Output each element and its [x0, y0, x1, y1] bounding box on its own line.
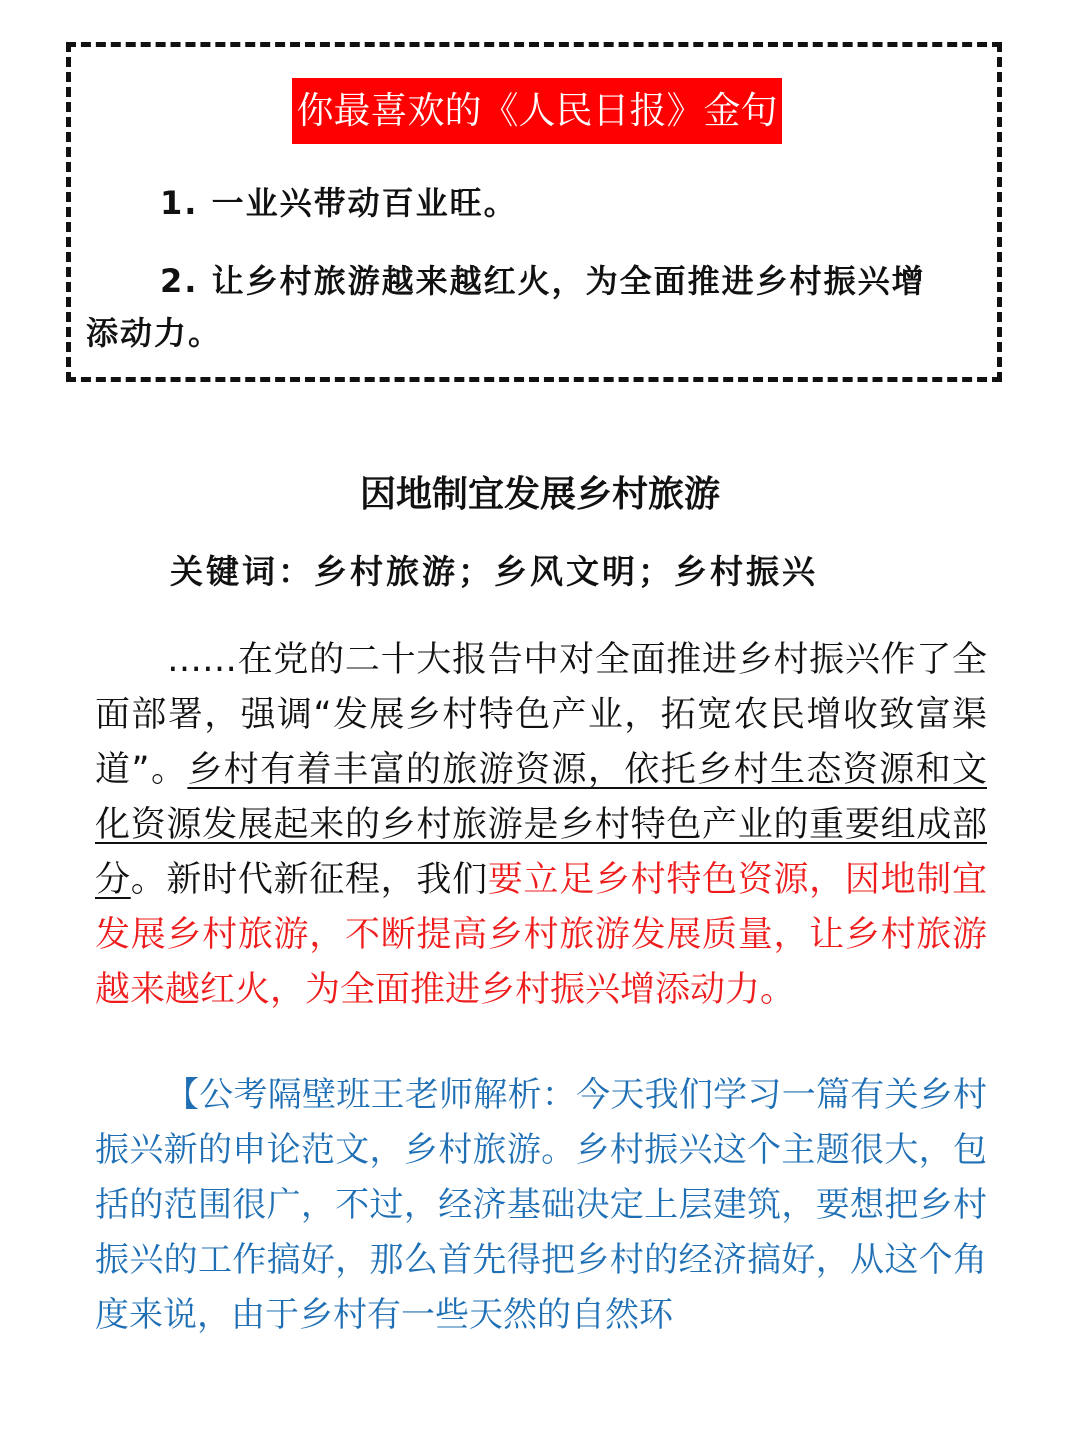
paragraph-highlight: 要立足乡村特色资源，因地制宜发展乡村旅游，不断提高乡村旅游发展质量，让乡村旅游越来越红火，为全面推进乡村振兴增添动力。 [95, 860, 987, 1010]
paragraph-underlined: 乡村有着丰富的旅游资源，依托乡村生态资源和文化资源发展起来的乡村旅游是乡村特色产业的重要组成部分 [95, 750, 987, 900]
article-title: 因地制宜发展乡村旅游 [359, 473, 720, 515]
quote-item-2-continued: 添动力。 [86, 314, 223, 352]
paragraph-intro: ……在党的二十大报告中对全面推进乡村振兴作了全面部署，强调“发展乡村特色产业，拓宽农民增收致富渠道”。 [95, 640, 987, 790]
paragraph-middle: 。新时代新征程，我们 [130, 860, 488, 900]
quote-item-1: 1. 一业兴带动百业旺。 [160, 184, 518, 222]
article-paragraph [95, 633, 987, 1018]
quote-item-2: 2. 让乡村旅游越来越红火，为全面推进乡村振兴增 [160, 262, 926, 300]
article-keywords: 关键词：乡村旅游；乡风文明；乡村振兴 [170, 552, 818, 591]
quote-header: 你最喜欢的《人民日报》金句 [292, 78, 782, 144]
teacher-analysis: 【公考隔壁班王老师解析：今天我们学习一篇有关乡村振兴新的申论范文，乡村旅游。乡村振兴这个主题很大，包括的范围很广，不过，经济基础决定上层建筑，要想把乡村振兴的工作搞好，那么首先得把乡村的经济搞好，从这个角度来说，由于乡村有一些天然的自然环 [95, 1075, 987, 1335]
